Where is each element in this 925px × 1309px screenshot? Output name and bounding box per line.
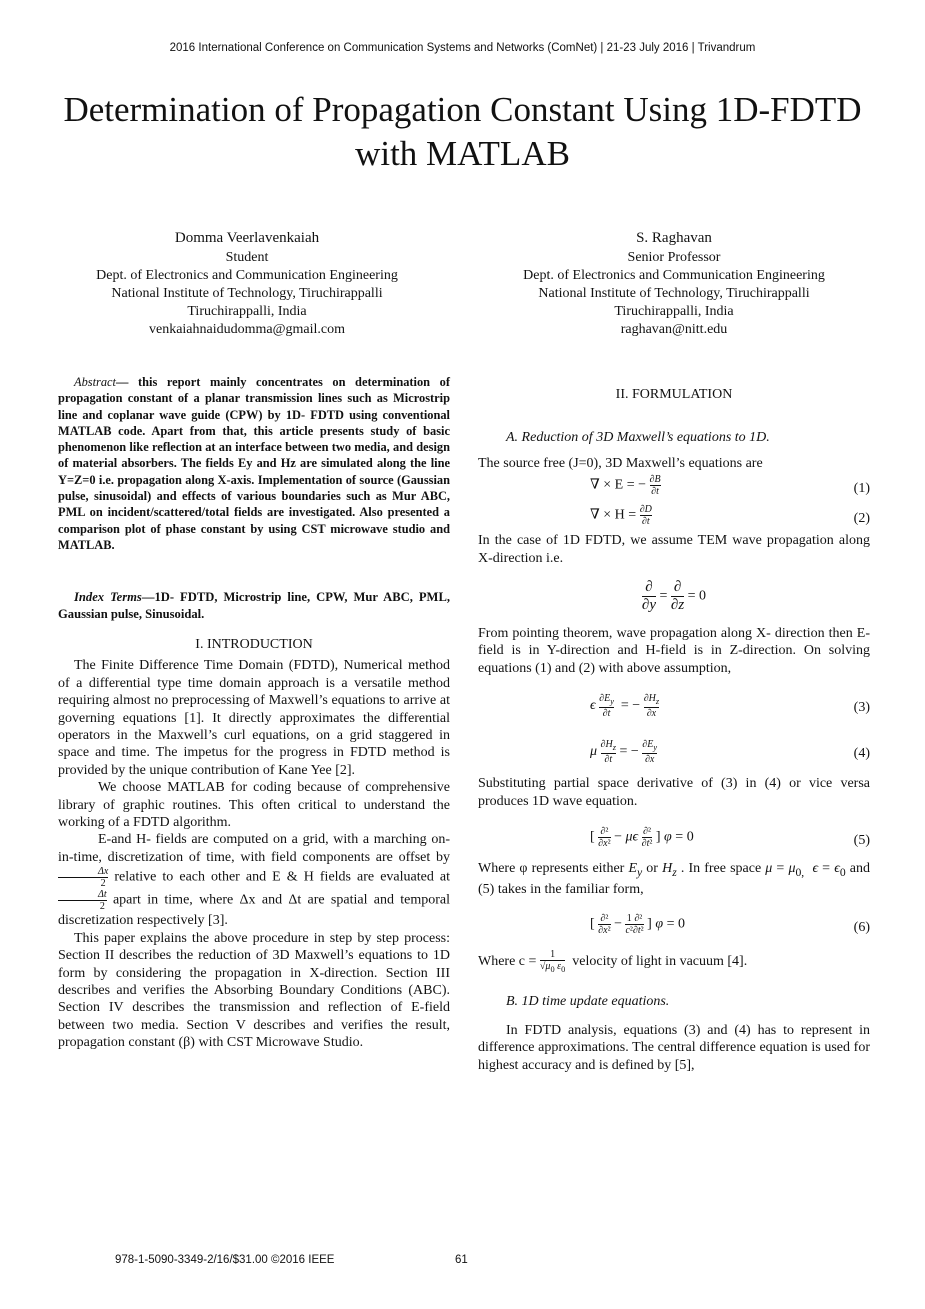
dx-over-2-fraction: $\frac{\Delta x}{2}$ (58, 866, 108, 889)
equation-number: (6) (853, 919, 870, 935)
equation-5: [ $\frac{\text{∂²}}{\text{∂x²}}$ − μϵ $\frac{\text{∂²}}{\text{∂t²}}$ ] φ = 0 (5) (590, 826, 870, 850)
pA6-a: Where c = (478, 953, 537, 969)
subsection-b-heading: B. 1D time update equations. (506, 993, 670, 1009)
speed-of-light-fraction: $\frac{1}{√\mu_0 \varepsilon_0}$ (539, 948, 566, 974)
equation-4: μ $\frac{\partial H_z}{\partial t}$ = − $\frac{\partial E_y}{\partial x}$ (4) (590, 739, 870, 766)
equation-number: (3) (853, 700, 870, 716)
author-dept: Dept. of Electronics and Communication Engineering (523, 268, 825, 283)
author-block-2 (479, 227, 869, 339)
isbn-footer: 978-1-5090-3349-2/16/$31.00 ©2016 IEEE (115, 1254, 335, 1266)
pA5-a: Where φ represents either (478, 861, 625, 877)
index-terms (58, 589, 450, 622)
author-institution: National Institute of Technology, Tiruchirappalli (111, 286, 383, 301)
author-email: venkaiahnaidudomma@gmail.com (148, 322, 345, 337)
abstract (58, 374, 450, 553)
abstract-text: — this report mainly concentrates on determination of propagation constant of a planar transmission lines such as Microstrip line and coplanar wave guide (CPW) by 1D- FDTD using conventional MATLAB code. Apart from that, this article presents study of basic phenomenon like reflection at an interface between two media, and design of material absorbers. The fields Ey and Hz are simulated along the line Y=Z=0 i.e. propagation along X-axis. Implementation of source (Gaussian pulse, sinusoidal) and effects of various boundaries such as Mur ABC, PML on incident/scattered/total fields are investigated. Also presented a comparison plot of phase constant by using CST microwave studio and MATLAB. (58, 375, 450, 552)
formulation-section (478, 386, 870, 1074)
equation-number: (5) (853, 833, 870, 849)
equation-3: ϵ $\frac{\partial E_y}{\partial t}$ = − $\frac{\partial H_z}{\partial x}$ (3) (590, 693, 870, 720)
intro-paragraph-3 (58, 831, 450, 929)
intro-paragraph-1: The Finite Difference Time Domain (FDTD), Numerical method of a differential type time domain approach is a versatile method requiring almost no preprocessing of Maxwell’s equations to arrive at governing equations [1]. It directly approximates the differential operators in the Maxwell’s curl equations, on a grid staggered in space and time. The impetus for the progress in FDTD method is provided by the unique contribution of Kane Yee [2]. (58, 658, 450, 778)
equation-number: (1) (853, 481, 870, 497)
section-heading-formulation: II. FORMULATION (615, 387, 733, 402)
author-institution: National Institute of Technology, Tiruchirappalli (538, 286, 810, 301)
author-block-1 (52, 227, 442, 339)
intro-paragraph-2: We choose MATLAB for coding because of comprehensive library of graphic routines. This often critical to understand the working of a FDTD algorithm. (58, 780, 450, 831)
index-terms-label: Index Terms (74, 590, 142, 604)
equation-6: [ $\frac{\text{∂²}}{\text{∂x²}}$ − $\frac{1}{\text{c²}}$ $\frac{\text{∂²}}{\text{∂t²}}$ ] φ = 0 (6) (590, 912, 870, 936)
author-role: Senior Professor (627, 250, 721, 265)
intro-p3-b: relative to each other and E & H fields are evaluated at (114, 870, 451, 885)
introduction-section (58, 636, 450, 1052)
author-dept: Dept. of Electronics and Communication Engineering (96, 268, 398, 283)
section-heading-introduction: I. INTRODUCTION (195, 637, 313, 652)
formulation-paragraph-a5: Where φ represents either $E_y$ or $H_z$ . In free space $\mu = \mu_{0,}$ $\epsilon = \epsilon_0$ and (5) takes in the familiar form, (478, 861, 870, 898)
abstract-label: Abstract (74, 375, 116, 389)
formulation-paragraph-a6 (478, 949, 870, 975)
dt-over-2-fraction: $\frac{\Delta t}{2}$ (58, 889, 107, 912)
page-number: 61 (455, 1254, 468, 1266)
equation-number: (4) (853, 746, 870, 762)
equation-number: (2) (853, 511, 870, 527)
pA6-b: velocity of light in vacuum [4]. (572, 953, 748, 969)
author-email: raghavan@nitt.edu (620, 322, 728, 337)
pA5-b: and (5) takes in the familiar form, (478, 861, 870, 898)
formulation-paragraph-a3: From pointing theorem, wave propagation along X- direction then E-field is in Y-direction and H-field is in Z-direction. On solving equations (1) and (2) with above assumption, (478, 626, 870, 676)
intro-p3-a: E-and H- fields are computed on a grid, with a marching on-in-time, discretization of time, with field components are offset by (58, 832, 450, 865)
intro-paragraph-4: This paper explains the above procedure in step by step process: Section II describes the reduction of 3D Maxwell’s equations to 1D form by considering the propagation in X-direction. Section III describes and verifies the Absorbing Boundary Conditions (ABC). Section IV describes the transmission and reflection of E-field between two media. Section V describes and verifies the result, propagation constant (β) with CST Microwave Studio. (58, 930, 450, 1051)
index-terms-text: —1D- FDTD, Microstrip line, CPW, Mur ABC, PML, Gaussian pulse, Sinusoidal. (58, 590, 450, 621)
derivative-zero-equation: ∂ ∂y = ∂ ∂z = 0 (641, 579, 707, 614)
formulation-paragraph-a1: The source free (J=0), 3D Maxwell’s equations are (478, 455, 763, 471)
author-role: Student (225, 250, 269, 265)
author-city: Tiruchirappalli, India (187, 304, 307, 319)
formulation-paragraph-a4: Substituting partial space derivative of (3) in (4) or vice versa produces 1D wave equation. (478, 776, 870, 809)
formulation-paragraph-a2: In the case of 1D FDTD, we assume TEM wave propagation along X-direction i.e. (478, 533, 870, 566)
author-name: Domma Veerlavenkaiah (174, 230, 320, 246)
intro-p3-c: apart in time, where Δx and Δt are spatial and temporal discretization respectively [3]. (58, 893, 451, 929)
subsection-a-heading: A. Reduction of 3D Maxwell’s equations to 1D. (506, 430, 770, 446)
paper-title: Determination of Propagation Constant Using 1D-FDTD with MATLAB (63, 90, 862, 173)
equation-2: ∇ × H = $\frac{\partial D}{\partial t}$ (2) (590, 504, 870, 528)
formulation-paragraph-b1: In FDTD analysis, equations (3) and (4) has to represent in difference approximations. The central difference equation is used for highest accuracy and is defined by [5], (478, 1023, 870, 1073)
author-name: S. Raghavan (636, 230, 712, 246)
conference-header: 2016 International Conference on Communication Systems and Networks (ComNet) | 21-23 July 2016 | Trivandrum (169, 42, 756, 54)
equation-1: ∇ × E = − $\frac{\partial B}{\partial t}$ (1) (590, 474, 870, 498)
author-city: Tiruchirappalli, India (614, 304, 734, 319)
